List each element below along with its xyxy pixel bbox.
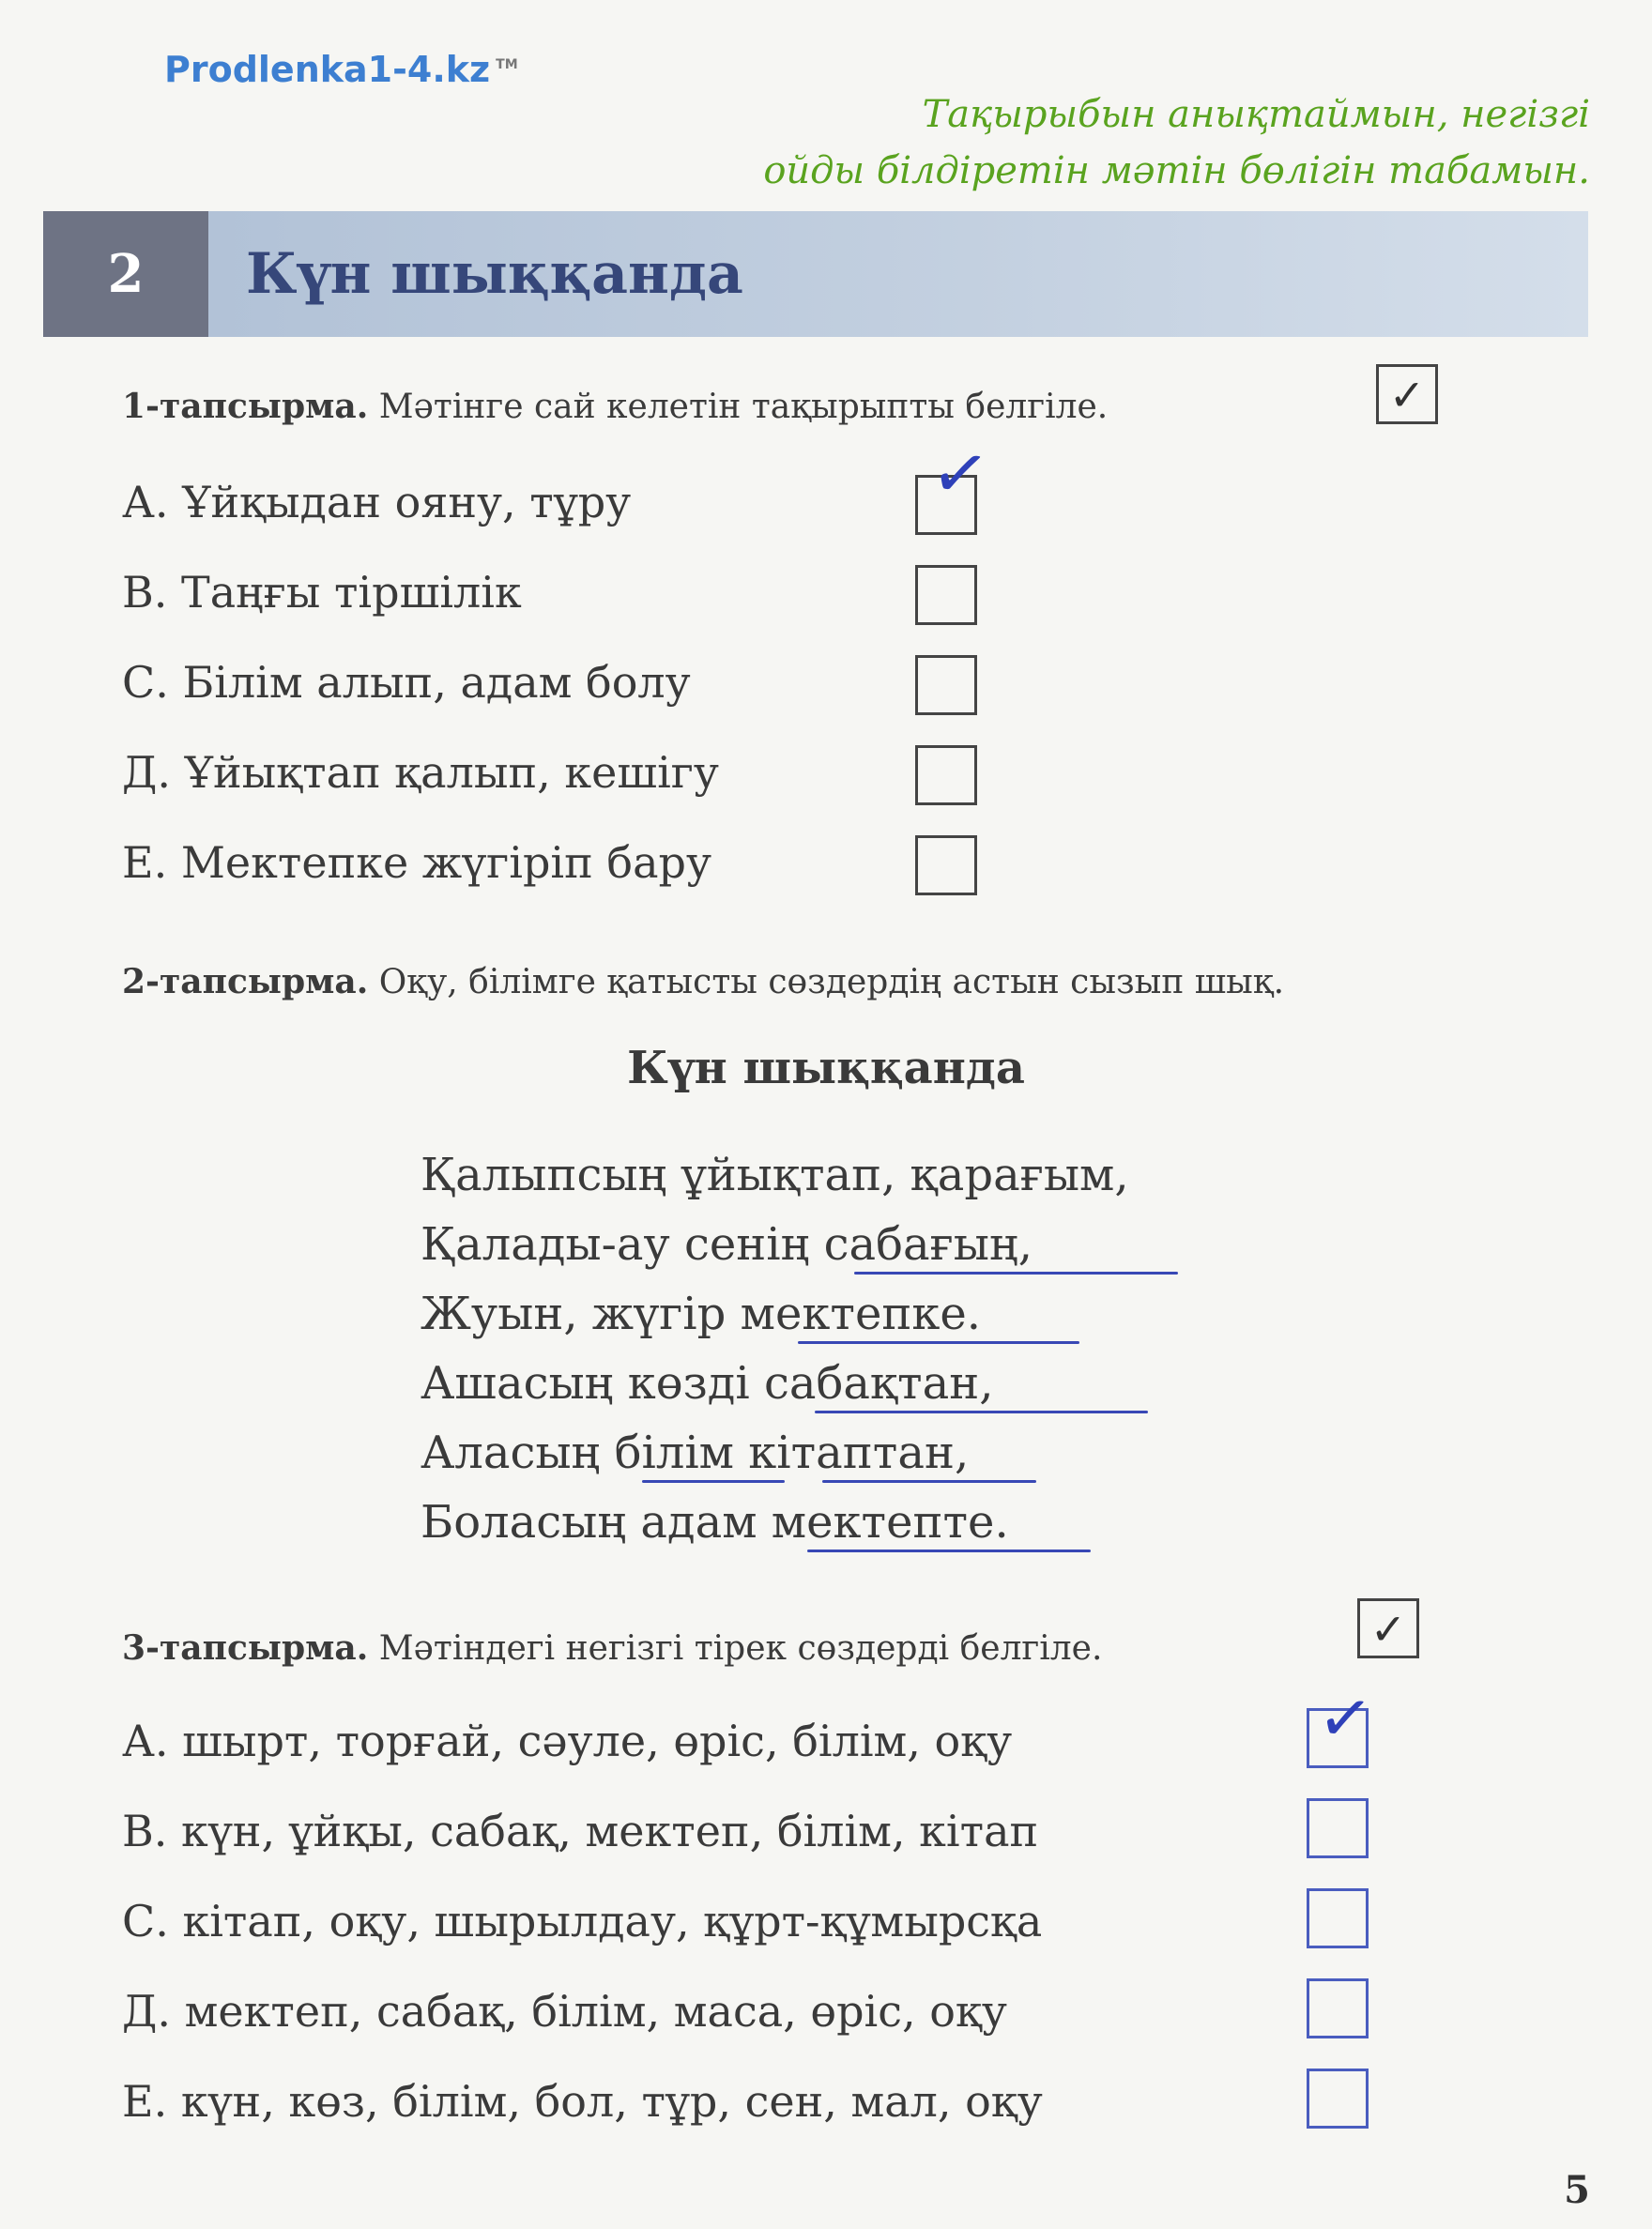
task3-checkbox-c[interactable] (1307, 1888, 1369, 1948)
task3-option-d[interactable]: Д. мектеп, сабақ, білім, маса, өріс, оқу (122, 1986, 1007, 2037)
task1-checkbox-b[interactable] (915, 565, 977, 625)
underline-mark (798, 1341, 1079, 1344)
page-number: 5 (1564, 2168, 1590, 2212)
task2-label: 2-тапсырма. (122, 962, 369, 1001)
poem-line: Қалыпсың ұйықтап, қарағым, (421, 1149, 1129, 1201)
task1-checkbox-c[interactable] (915, 655, 977, 715)
site-watermark: Prodlenka1-4.kz ™ (164, 49, 518, 90)
underline-mark (642, 1480, 785, 1483)
task3-checkbox-b[interactable] (1307, 1798, 1369, 1858)
task1-option-d[interactable]: Д. Ұйықтап қалып, кешігу (122, 747, 719, 798)
task1-option-c[interactable]: С. Білім алып, адам болу (122, 657, 691, 708)
underline-mark (815, 1411, 1148, 1413)
task3-checkbox-e[interactable] (1307, 2069, 1369, 2129)
underline-mark (854, 1272, 1178, 1275)
task1-instruction (122, 387, 1108, 426)
task3-checkbox-d[interactable] (1307, 1978, 1369, 2038)
task1-option-b[interactable]: В. Таңғы тіршілік (122, 567, 522, 618)
poem-line: Аласың білім кітаптан, (421, 1418, 1129, 1488)
lesson-title: Күн шыққанда (246, 241, 743, 307)
task2-text: Оқу, білімге қатысты сөздердің астын сызып шық. (378, 963, 1285, 1001)
poem (421, 1140, 1129, 1557)
goal-line-1: Тақырыбын анықтаймын, негізгі (922, 93, 1590, 136)
task2-instruction (122, 962, 1284, 1001)
task1-option-e[interactable]: Е. Мектепке жүгіріп бару (122, 837, 712, 888)
task1-checkbox-d[interactable] (915, 745, 977, 805)
lesson-goal (763, 86, 1590, 199)
task3-option-b[interactable]: В. күн, ұйқы, сабақ, мектеп, білім, кітап (122, 1806, 1039, 1856)
task3-instruction (122, 1628, 1102, 1668)
poem-line: Қалады-ау сенің сабағың, (421, 1210, 1129, 1279)
lesson-number: 2 (43, 211, 208, 337)
task3-option-a[interactable]: А. шырт, торғай, сәуле, өріс, білім, оқу (122, 1716, 1013, 1766)
task1-checkbox-e[interactable] (915, 835, 977, 895)
checkmark-icon: ✓ (925, 430, 995, 518)
task3-label: 3-тапсырма. (122, 1628, 369, 1668)
poem-line: Боласың адам мектепте. (421, 1488, 1129, 1557)
goal-line-2: ойды білдіретін мәтін бөлігін табамын. (763, 149, 1590, 192)
task1-option-a[interactable]: А. Ұйқыдан ояну, тұру (122, 477, 632, 527)
poem-line: Жуын, жүгір мектепке. (421, 1279, 1129, 1349)
underline-mark (822, 1480, 1036, 1483)
underline-mark (807, 1550, 1091, 1552)
poem-title: Күн шыққанда (627, 1042, 1025, 1094)
task1-text: Мәтінге сай келетін тақырыпты белгіле. (378, 388, 1109, 426)
task3-option-c[interactable]: С. кітап, оқу, шырылдау, құрт-құмырсқа (122, 1896, 1043, 1947)
task3-option-e[interactable]: Е. күн, көз, білім, бол, тұр, сен, мал, оқу (122, 2076, 1043, 2127)
task3-done-checkbox[interactable]: ✓ (1357, 1598, 1419, 1658)
task1-done-checkbox[interactable]: ✓ (1376, 364, 1438, 424)
poem-line: Ашасың көзді сабақтан, (421, 1349, 1129, 1418)
task1-label: 1-тапсырма. (122, 387, 369, 426)
checkmark-icon: ✓ (1313, 1677, 1377, 1760)
task3-text: Мәтіндегі негізгі тірек сөздерді белгіле. (378, 1629, 1103, 1668)
